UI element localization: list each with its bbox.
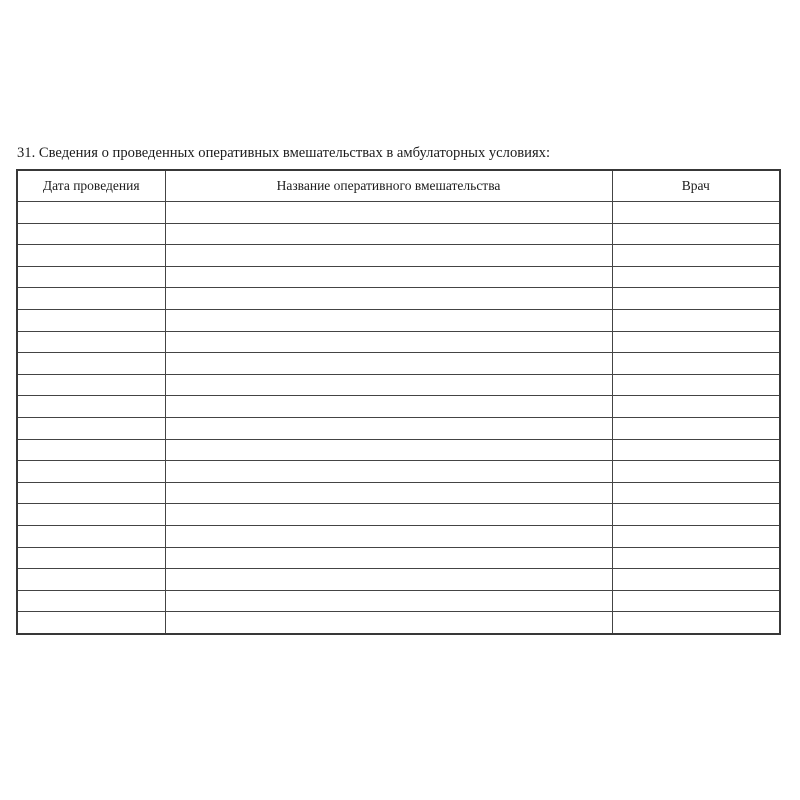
table-cell-doctor: [612, 309, 780, 331]
table-cell-procedure: [165, 245, 612, 267]
table-cell-procedure: [165, 612, 612, 634]
table-cell-doctor: [612, 353, 780, 375]
table-row: [17, 525, 780, 547]
table-cell-procedure: [165, 417, 612, 439]
table-cell-date: [17, 245, 165, 267]
table-cell-procedure: [165, 353, 612, 375]
table-cell-doctor: [612, 245, 780, 267]
table-row: [17, 504, 780, 526]
table-cell-date: [17, 202, 165, 224]
table-cell-date: [17, 439, 165, 461]
table-cell-doctor: [612, 590, 780, 612]
table-row: [17, 461, 780, 483]
table-row: [17, 396, 780, 418]
table-cell-doctor: [612, 266, 780, 288]
table-cell-doctor: [612, 374, 780, 396]
table-cell-doctor: [612, 223, 780, 245]
table-cell-date: [17, 525, 165, 547]
table-cell-date: [17, 309, 165, 331]
table-cell-procedure: [165, 396, 612, 418]
table-cell-procedure: [165, 374, 612, 396]
table-cell-doctor: [612, 331, 780, 353]
header-row: [17, 170, 780, 202]
table-cell-procedure: [165, 590, 612, 612]
table-row: [17, 612, 780, 634]
table-cell-doctor: [612, 439, 780, 461]
table-row: [17, 569, 780, 591]
table-cell-doctor: [612, 288, 780, 310]
table-row: [17, 309, 780, 331]
table-cell-procedure: [165, 202, 612, 224]
table-cell-date: [17, 569, 165, 591]
table-cell-date: [17, 223, 165, 245]
table-cell-date: [17, 396, 165, 418]
table-cell-date: [17, 374, 165, 396]
table-row: [17, 590, 780, 612]
procedures-table-header: [17, 170, 780, 202]
table-cell-procedure: [165, 309, 612, 331]
table-cell-procedure: [165, 439, 612, 461]
table-cell-date: [17, 461, 165, 483]
table-row: [17, 439, 780, 461]
table-cell-procedure: [165, 266, 612, 288]
table-cell-date: [17, 417, 165, 439]
table-cell-procedure: [165, 569, 612, 591]
table-row: [17, 482, 780, 504]
table-cell-doctor: [612, 504, 780, 526]
table-cell-date: [17, 482, 165, 504]
table-cell-doctor: [612, 612, 780, 634]
table-row: [17, 331, 780, 353]
table-row: [17, 245, 780, 267]
table-row: [17, 288, 780, 310]
table-cell-procedure: [165, 504, 612, 526]
column-header-procedure: Название оперативного вмешательства: [165, 170, 612, 202]
table-cell-procedure: [165, 288, 612, 310]
table-cell-date: [17, 288, 165, 310]
procedures-table: [16, 169, 781, 635]
table-cell-doctor: [612, 417, 780, 439]
table-cell-procedure: [165, 461, 612, 483]
table-row: [17, 266, 780, 288]
table-row: [17, 417, 780, 439]
table-cell-procedure: [165, 223, 612, 245]
table-row: [17, 374, 780, 396]
section-title: 31. Сведения о проведенных оперативных вмешательствах в амбулаторных условиях:: [17, 145, 551, 161]
table-cell-doctor: [612, 202, 780, 224]
table-cell-doctor: [612, 569, 780, 591]
table-cell-procedure: [165, 547, 612, 569]
table-cell-doctor: [612, 547, 780, 569]
table-cell-date: [17, 504, 165, 526]
table-cell-doctor: [612, 396, 780, 418]
table-cell-date: [17, 547, 165, 569]
column-header-doctor: Врач: [612, 170, 780, 202]
table-row: [17, 202, 780, 224]
table-cell-date: [17, 331, 165, 353]
table-cell-doctor: [612, 525, 780, 547]
table-cell-date: [17, 353, 165, 375]
table-cell-procedure: [165, 525, 612, 547]
table-row: [17, 547, 780, 569]
table-row: [17, 223, 780, 245]
column-header-date: Дата проведения: [17, 170, 165, 202]
table-cell-procedure: [165, 482, 612, 504]
table-row: [17, 353, 780, 375]
procedures-table-body: [17, 202, 780, 634]
table-cell-doctor: [612, 482, 780, 504]
table-cell-date: [17, 590, 165, 612]
table-cell-doctor: [612, 461, 780, 483]
table-cell-date: [17, 612, 165, 634]
table-cell-date: [17, 266, 165, 288]
table-cell-procedure: [165, 331, 612, 353]
